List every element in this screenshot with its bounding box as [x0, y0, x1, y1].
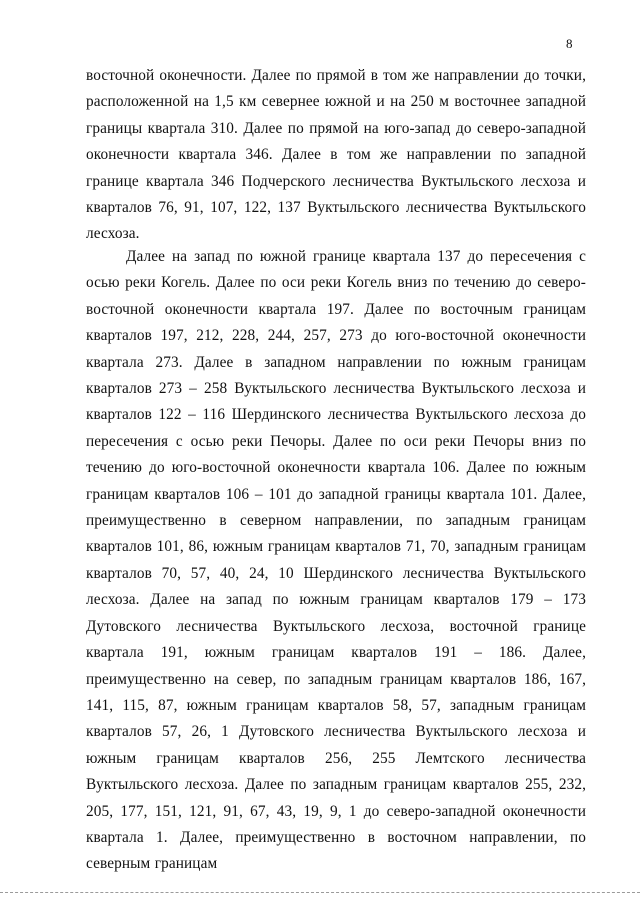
paragraph-2: Далее на запад по южной границе квартала 137 до пересечения с осью реки Когель. Далее по оси реки Когель вниз по течению до северо-восточной оконечности квартала 197. Далее по восточным границам кварталов 197, 212, 228, 244, 257, 273 до юго-восточной оконечности квартала 273. Далее в западном направлении по южным границам кварталов 273 – 258 Вуктыльского лесничества Вуктыльского лесхоза и кварталов 122 – 116 Шердинского лесничества Вуктыльского лесхоза до пересечения с осью реки Печоры. Далее по оси реки Печоры вниз по течению до юго-восточной оконечности квартала 106. Далее по южным границам кварталов 106 – 101 до западной границы квартала 101. Далее, преимущественно в северном направлении, по западным границам кварталов 101, 86, южным границам кварталов 71, 70, западным границам кварталов 70, 57, 40, 24, 10 Шердинского лесничества Вуктыльского лесхоза. Далее на запад по южным границам кварталов 179 – 173 Дутовского лесничества Вуктыльского лесхоза, восточной границе квартала 191, южным границам кварталов 191 – 186. Далее, преимущественно на север, по западным границам кварталов 186, 167, 141, 115, 87, южным границам кварталов 58, 57, западным границам кварталов 57, 26, 1 Дутовского лесничества Вуктыльского лесхоза и южным границам кварталов 256, 255 Лемтского лесничества Вуктыльского лесхоза. Далее по западным границам кварталов 255, 232, 205, 177, 151, 121, 91, 67, 43, 19, 9, 1 до северо-западной оконечности квартала 1. Далее, преимущественно в восточном направлении, по северным границам: [86, 248, 586, 873]
paragraph-1: восточной оконечности. Далее по прямой в том же направлении до точки, расположенной на 1,5 км севернее южной и на 250 м восточнее западной границы квартала 310. Далее по прямой на юго-запад до северо-западной оконечности квартала 346. Далее в том же направлении по западной границе квартала 346 Подчерского лесничества Вуктыльского лесхоза и кварталов 76, 91, 107, 122, 137 Вуктыльского лесничества Вуктыльского лесхоза.: [86, 67, 586, 243]
page-number: 8: [566, 36, 573, 51]
page-bottom-edge: [0, 892, 640, 893]
